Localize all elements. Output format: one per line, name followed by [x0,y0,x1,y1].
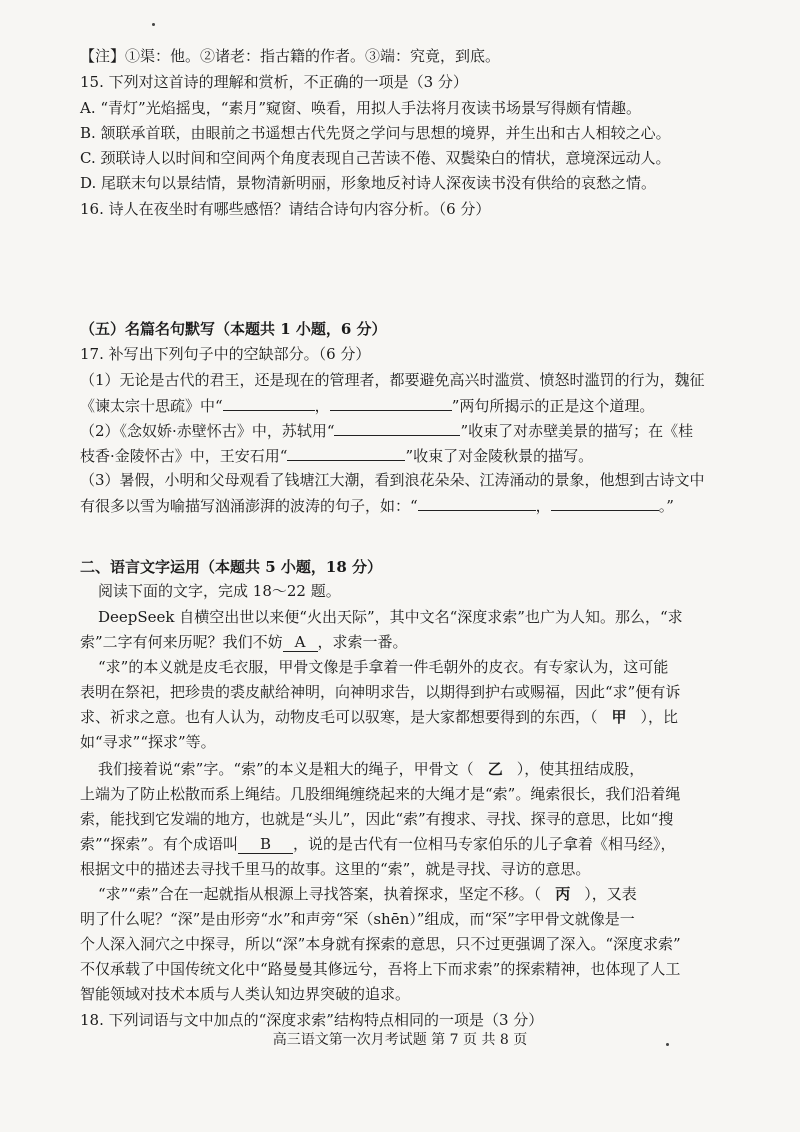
passage-p4-line-4: 不仅承载了中国传统文化中“路曼曼其修远兮，吾将上下而求索”的探索精神，也体现了人工 [80,960,681,978]
annotation-note: 【注】①渠：他。②诸老：指古籍的作者。③端：究竟，到底。 [80,47,501,65]
scan-speck [666,1043,669,1046]
answer-blank[interactable] [287,444,405,461]
question-15-option-c: C. 颈联诗人以时间和空间两个角度表现自己苦读不倦、双鬓染白的情状，意境深远动人。 [80,149,671,167]
question-15-option-b: B. 颔联承首联，由眼前之书遥想古代先贤之学问与思想的境界，并生出和古人相较之心。 [80,124,671,142]
answer-blank[interactable] [223,394,315,411]
question-17-stem: 17. 补写出下列句子中的空缺部分。（6 分） [80,345,371,363]
answer-blank[interactable] [330,394,452,411]
q17-item-1-line-2: 《谏太宗十思疏》中“ ， ”两句所揭示的正是这个道理。 [80,394,654,417]
blank-a[interactable]: A [283,633,318,652]
question-15-stem: 15. 下列对这首诗的理解和赏析，不正确的一项是（3 分） [80,73,468,91]
q17-item-1-line-1: （1）无论是古代的君王，还是现在的管理者，都要避免高兴时滥赏、愤怒时滥罚的行为，魏征 [80,371,705,389]
passage-p3-line-2: 上端为了防止松散而系上绳结。几股细绳缠绕起来的大绳才是“索”。绳索很长，我们沿着绳 [80,785,681,803]
section-5-title: （五）名篇名句默写（本题共 1 小题，6 分） [80,320,387,338]
passage-p1-line-2: 索”二字有何来历呢？我们不妨 A ，求索一番。 [80,633,408,651]
passage-p4-line-5: 智能领域对技术本质与人类认知边界突破的追求。 [80,985,411,1003]
blank-b[interactable]: B [238,835,293,854]
answer-blank[interactable] [334,419,460,436]
question-15-option-d: D. 尾联末句以景结情，景物清新明丽，形象地反衬诗人深夜读书没有供给的哀愁之情。 [80,174,657,192]
passage-p2-line-4: 如“寻求”“探求”等。 [80,733,216,751]
passage-p4-line-2: 明了什么呢？“深”是由形旁“水”和声旁“罙（shēn）”组成，而“罙”字甲骨文就像是一 [80,910,635,928]
passage-p2-line-3: 求、祈求之意。也有人认为，动物皮毛可以驭寒，是大家都想要得到的东西，（ 甲 ），比 [80,708,679,726]
question-16-stem: 16. 诗人在夜坐时有哪些感悟？请结合诗句内容分析。（6 分） [80,200,491,218]
blank-marker-jia[interactable]: 甲 [611,708,627,726]
page-footer: 高三语文第一次月考试题 第 7 页 共 8 页 [272,1032,528,1048]
blank-marker-bing[interactable]: 丙 [555,885,571,903]
section-2-title: 二、语言文字运用（本题共 5 小题，18 分） [80,558,382,576]
passage-p2-line-1: “求”的本义就是皮毛衣服，甲骨文像是手拿着一件毛朝外的皮衣。有专家认为，这可能 [98,658,669,676]
question-18-stem: 18. 下列词语与文中加点的“深度求索”结构特点相同的一项是（3 分） [80,1011,544,1029]
passage-p2-line-2: 表明在祭祀，把珍贵的裘皮献给神明，向神明求告，以期得到护右或赐福，因此“求”便有诉 [80,683,681,701]
passage-p4-line-3: 个人深入洞穴之中探寻，所以“深”本身就有探索的意思，只不过更强调了深入。“深度求索” [80,935,681,953]
passage-p4-line-1: “求”“索”合在一起就指从根源上寻找答案，执着探求，坚定不移。（ 丙 ），又表 [98,885,637,903]
blank-marker-yi[interactable]: 乙 [487,760,503,778]
passage-p3-line-3: 索，能找到它发端的地方，也就是“头儿”，因此“索”有搜求、寻找、探寻的意思，比如“搜 [80,810,674,828]
scan-speck [152,23,155,26]
q17-item-3-line-1: （3）暑假，小明和父母观看了钱塘江大潮，看到浪花朵朵、江涛涌动的景象，他想到古诗文中 [80,471,705,489]
q17-item-2-line-2: 枝香·金陵怀古》中，王安石用“ ”收束了对金陵秋景的描写。 [80,444,593,467]
passage-p3-line-5: 根据文中的描述去寻找千里马的故事。这里的“索”，就是寻找、寻访的意思。 [80,860,591,878]
answer-blank[interactable] [551,494,659,511]
answer-blank[interactable] [418,494,536,511]
q17-item-3-line-2: 有很多以雪为喻描写汹涌澎湃的波涛的句子，如：“ ， 。” [80,494,674,517]
reading-instruction: 阅读下面的文字，完成 18～22 题。 [98,582,341,600]
passage-p3-line-4: 索”“探索”。有个成语叫 B ，说的是古代有一位相马专家伯乐的儿子拿着《相马经》， [80,835,676,853]
question-15-option-a: A. “青灯”光焰摇曳，“素月”窥窗、唤看，用拟人手法将月夜读书场景写得颇有情趣。 [80,99,642,117]
passage-p3-line-1: 我们接着说“索”字。“索”的本义是粗大的绳子，甲骨文（ 乙 ），使其扭结成股， [98,760,645,778]
q17-item-2-line-1: （2）《念奴娇·赤壁怀古》中，苏轼用“ ”收束了对赤壁美景的描写；在《桂 [80,419,693,442]
passage-p1-line-1: DeepSeek 自横空出世以来便“火出天际”，其中文名“深度求索”也广为人知。那么，“求 [98,608,683,626]
